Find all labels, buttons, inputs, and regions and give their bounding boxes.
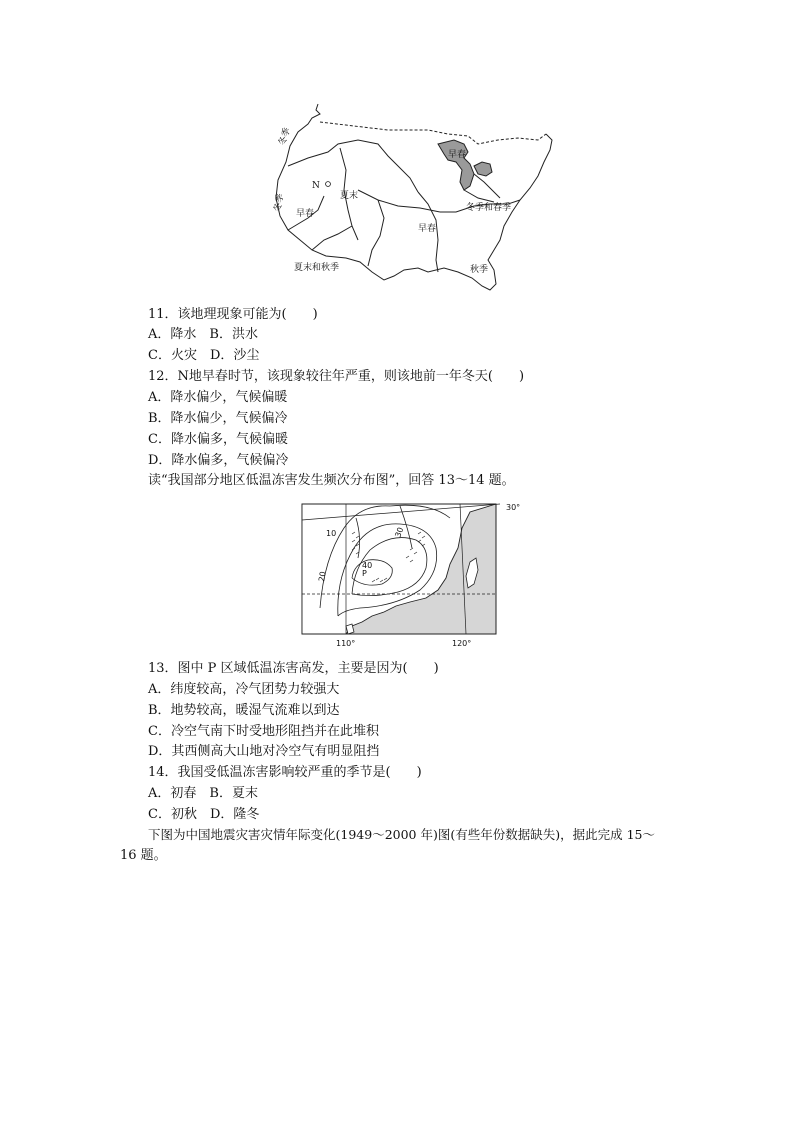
q11-options-ab: A．降水 B．洪水 [148,327,258,342]
q11-stem: 11．该地理现象可能为( ) [148,307,318,322]
label-late-summer: 夏末 [340,191,359,201]
label-early-spring-center: 早春 [418,224,437,234]
q12-stem: 12．N地早春时节，该现象较往年严重，则该地前一年冬天( ) [148,369,525,384]
isoline-label-40: 40 [362,561,373,570]
q13-option-a: A．纬度较高，冷气团势力较强大 [148,682,340,697]
label-winter-mid: 冬季 [273,193,287,213]
q11-options-cd: C．火灾 D．沙尘 [148,348,260,363]
label-winter-top: 冬季 [277,126,293,148]
lat-label-30: 30° [506,503,521,512]
label-late-summer-and-autumn: 夏末和秋季 [294,263,340,273]
p-label: P [362,569,367,578]
q14-options-ab: A．初春 B．夏末 [148,786,258,801]
usa-seasons-map [268,100,560,295]
label-n-point: N [312,181,320,191]
label-early-spring-west: 早春 [296,209,315,219]
isoline-label-20: 20 [317,570,328,583]
q13-option-d: D．其西侧高大山地对冷空气有明显阻挡 [148,744,380,759]
q13-stem: 13．图中 P 区域低温冻害高发，主要是因为( ) [148,661,439,676]
label-autumn: 秋季 [470,265,489,275]
frost-frequency-map [300,498,532,650]
label-winter-and-spring: 冬季和春季 [466,203,512,213]
lon-label-110: 110° [336,639,356,648]
q13-option-c: C．冷空气南下时受地形阻挡并在此堆积 [148,724,379,739]
q13-option-b: B．地势较高，暖湿气流难以到达 [148,703,340,718]
lon-label-120: 120° [452,639,472,648]
q12-option-c: C．降水偏多，气候偏暖 [148,432,288,447]
q12-option-a: A．降水偏少，气候偏暖 [148,390,288,405]
great-lakes [438,140,474,190]
n-point-marker [326,182,331,187]
q12-option-b: B．降水偏少，气候偏冷 [148,411,288,426]
isoline-label-30: 30 [393,526,406,539]
q14-options-cd: C．初秋 D．隆冬 [148,807,260,822]
label-early-spring-lakes: 早春 [448,150,467,160]
intro-13-14: 读“我国部分地区低温冻害发生频次分布图”，回答 13～14 题。 [148,473,515,488]
isoline-label-10: 10 [326,529,337,538]
intro-15-16-line2: 16 题。 [120,848,167,863]
q12-option-d: D．降水偏多，气候偏冷 [148,453,289,468]
intro-15-16-line1: 下图为中国地震灾害灾情年际变化(1949～2000 年)图(有些年份数据缺失)，据此完成 15～ [148,827,655,842]
q14-stem: 14．我国受低温冻害影响较严重的季节是( ) [148,765,422,780]
